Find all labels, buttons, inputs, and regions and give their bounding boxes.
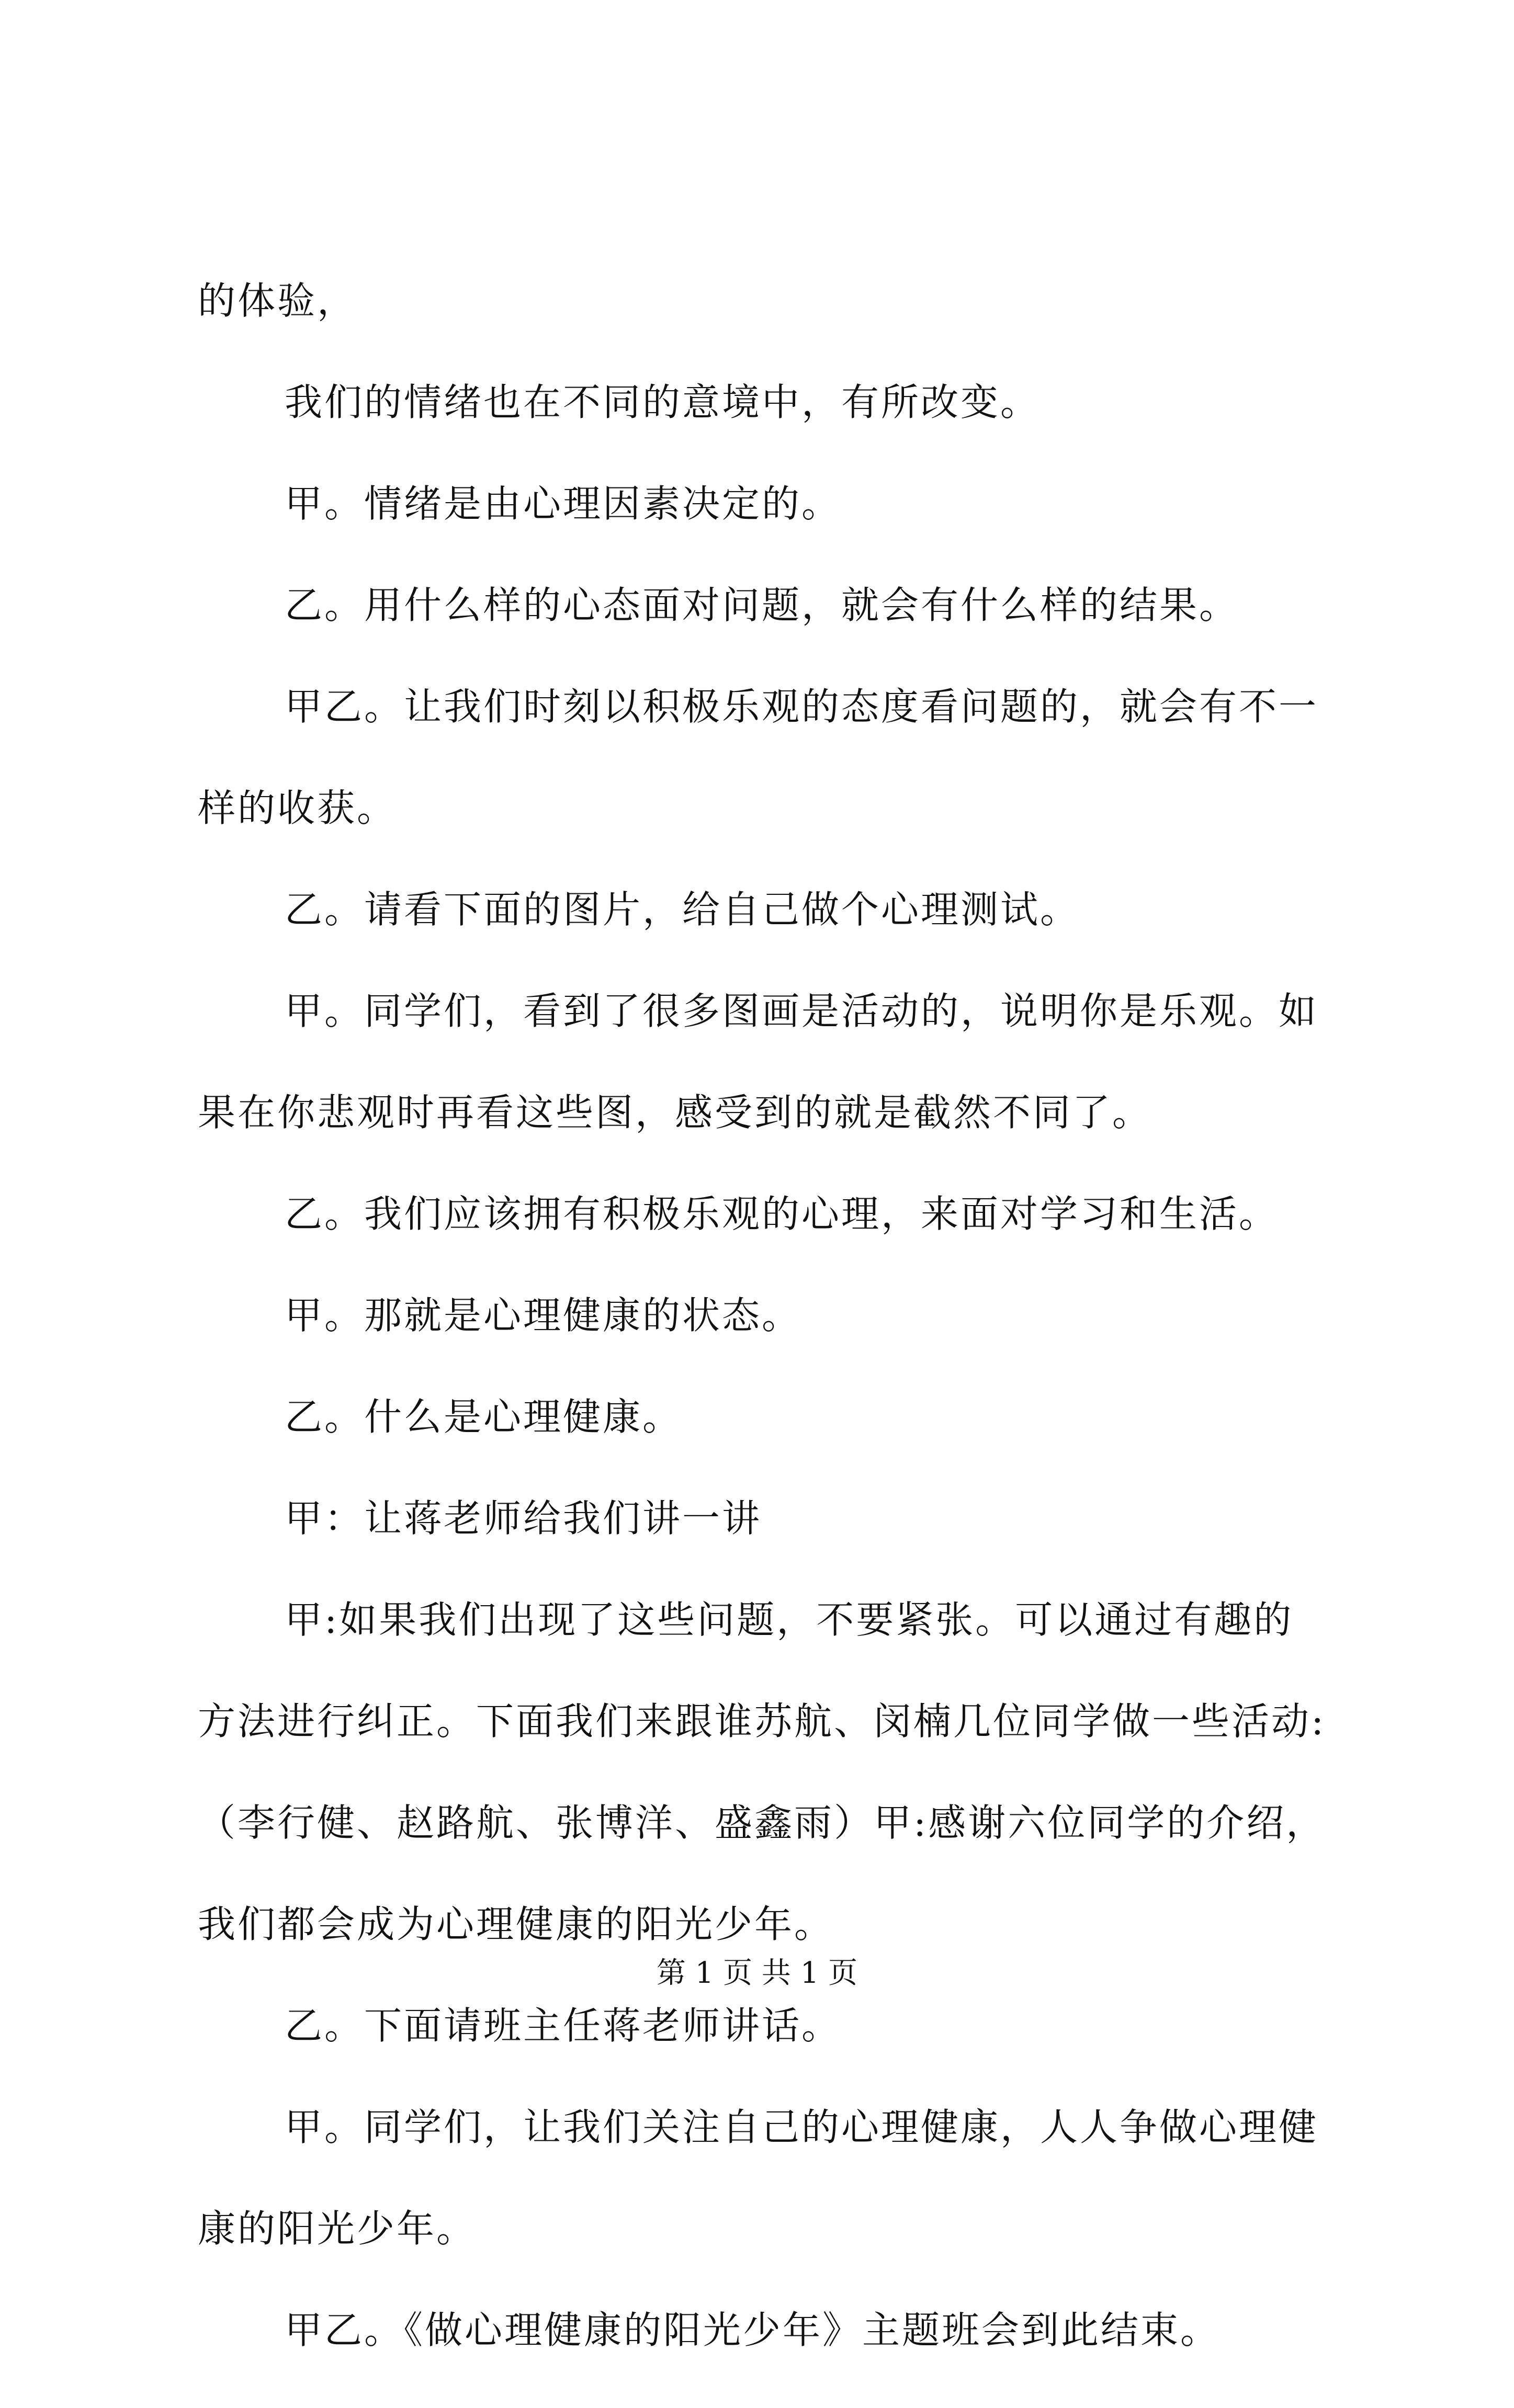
page-footer bbox=[0, 1955, 1514, 1992]
paragraph-line: 甲:如果我们出现了这些问题，不要紧张。可以通过有趣的 bbox=[285, 1598, 1294, 1642]
paragraph-line: 果在你悲观时再看这些图，感受到的就是截然不同了。 bbox=[198, 1091, 1153, 1134]
paragraph-line: 康的阳光少年。 bbox=[198, 2207, 477, 2251]
page-number-label: 第 1 页 共 1 页 bbox=[656, 1956, 858, 1990]
paragraph-line: 样的收获。 bbox=[198, 786, 397, 830]
paragraph-line: 乙。下面请班主任蒋老师讲话。 bbox=[285, 2004, 842, 2048]
document-body bbox=[198, 277, 1326, 2408]
paragraph-line: （李行健、赵路航、张博洋、盛鑫雨）甲:感谢六位同学的介绍， bbox=[198, 1801, 1326, 1845]
paragraph-line: 甲乙。《做心理健康的阳光少年》主题班会到此结束。 bbox=[285, 2308, 1221, 2352]
paragraph-line: 的体验， bbox=[198, 279, 357, 323]
paragraph-line: 甲乙。让我们时刻以积极乐观的态度看问题的，就会有不一 bbox=[285, 685, 1319, 729]
paragraph-line: 甲。那就是心理健康的状态。 bbox=[285, 1293, 802, 1337]
paragraph-line: 甲：让蒋老师给我们讲一讲 bbox=[285, 1496, 762, 1540]
paragraph-line: 甲。同学们，看到了很多图画是活动的，说明你是乐观。如 bbox=[285, 989, 1319, 1033]
paragraph-line: 甲。情绪是由心理因素决定的。 bbox=[285, 482, 842, 526]
paragraph-line: 乙。什么是心理健康。 bbox=[285, 1395, 683, 1439]
paragraph-line: 我们都会成为心理健康的阳光少年。 bbox=[198, 1902, 834, 1946]
paragraph-line: 乙。用什么样的心态面对问题，就会有什么样的结果。 bbox=[285, 583, 1239, 627]
paragraph-line: 甲。同学们，让我们关注自己的心理健康，人人争做心理健 bbox=[285, 2105, 1319, 2149]
paragraph-line: 乙。我们应该拥有积极乐观的心理，来面对学习和生活。 bbox=[285, 1192, 1279, 1236]
paragraph-line: 方法进行纠正。下面我们来跟谁苏航、闵楠几位同学做一些活动: bbox=[198, 1699, 1326, 1743]
paragraph-line: 乙。请看下面的图片，给自己做个心理测试。 bbox=[285, 888, 1080, 932]
paragraph-line: 我们的情绪也在不同的意境中，有所改变。 bbox=[285, 380, 1041, 424]
